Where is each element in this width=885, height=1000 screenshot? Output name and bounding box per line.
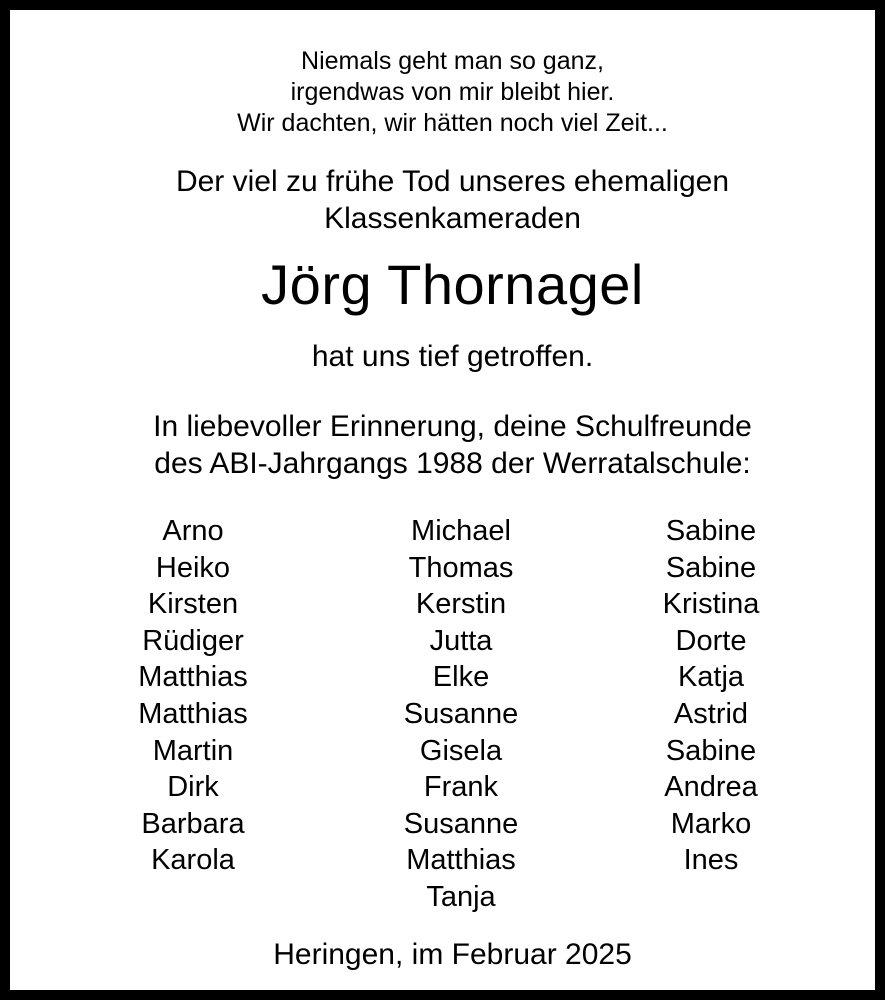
names-column-middle [331, 513, 591, 916]
classmate-name: Kerstin [415, 588, 507, 621]
classmate-name: Susanne [403, 697, 519, 730]
classmate-name: Elke [432, 661, 490, 694]
intro-line-1: Der viel zu frühe Tod unseres ehemaligen [175, 165, 730, 198]
place-and-date: Heringen, im Februar 2025 [273, 938, 632, 971]
classmate-name: Gisela [419, 734, 503, 767]
classmate-name: Andrea [664, 771, 758, 804]
classmate-name: Dirk [167, 771, 219, 804]
poem-line-2: irgendwas von mir bleibt hier. [290, 78, 615, 106]
classmate-name: Barbara [141, 807, 245, 840]
classmate-name: Martin [152, 734, 234, 767]
classmate-name: Susanne [403, 807, 519, 840]
classmate-name: Dorte [675, 624, 747, 657]
classmate-name: Sabine [665, 515, 757, 547]
names-column-right [581, 513, 841, 879]
classmate-name: Thomas [408, 551, 514, 584]
statement-line: hat uns tief getroffen. [311, 340, 594, 373]
classmate-name: Katja [677, 661, 745, 694]
poem-line-1: Niemals geht man so ganz, [301, 47, 604, 75]
classmate-name: Sabine [665, 551, 757, 584]
classmate-name: Michael [411, 515, 511, 547]
names-column-left [63, 513, 323, 879]
classmate-name: Astrid [673, 697, 749, 730]
classmate-name: Sabine [665, 734, 757, 767]
classmate-name: Ines [683, 844, 739, 877]
remembrance-line-2: des ABI-Jahrgangs 1988 der Werratalschule: [154, 447, 751, 480]
classmate-name: Rüdiger [142, 624, 244, 657]
classmate-name: Heiko [155, 551, 231, 584]
classmate-name: Marko [670, 807, 752, 840]
intro-line-2: Klassenkameraden [324, 202, 581, 235]
classmate-name: Matthias [138, 697, 248, 730]
classmate-name: Kirsten [147, 588, 239, 621]
classmate-name: Jutta [429, 624, 493, 657]
classmate-name: Matthias [406, 844, 516, 877]
classmate-name: Karola [151, 844, 235, 877]
poem-line-3: Wir dachten, wir hätten noch viel Zeit... [237, 109, 668, 137]
classmate-name: Tanja [426, 880, 496, 913]
classmate-name: Frank [423, 771, 499, 804]
deceased-name: Jörg Thornagel [261, 253, 644, 316]
remembrance-line-1: In liebevoller Erinnerung, deine Schulfreunde [153, 410, 752, 443]
classmate-name: Matthias [138, 661, 248, 694]
classmate-name: Kristina [662, 588, 760, 621]
classmate-name: Arno [162, 515, 224, 547]
